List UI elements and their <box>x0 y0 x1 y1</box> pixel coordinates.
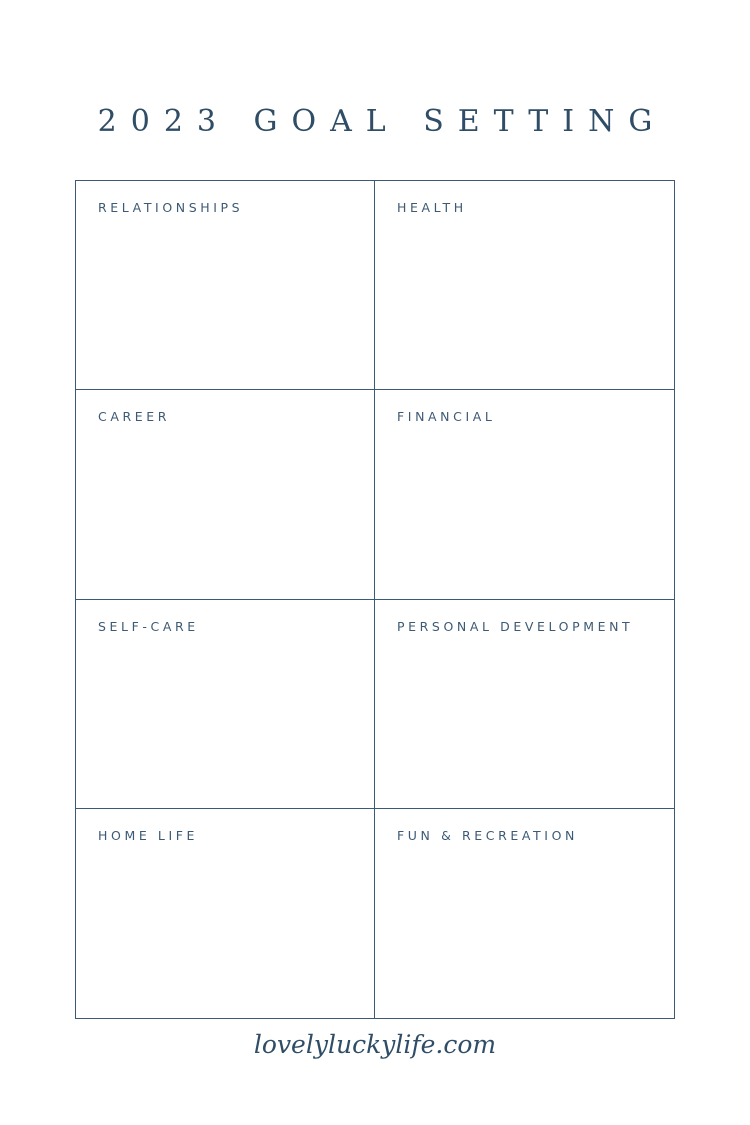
section-career <box>76 390 375 599</box>
section-self-care <box>76 600 375 809</box>
section-fun-recreation <box>375 809 674 1018</box>
section-health <box>375 181 674 390</box>
website-signature: lovelyluckylife.com <box>253 1030 497 1059</box>
section-label: HOME LIFE <box>98 827 199 843</box>
goal-grid <box>75 180 675 1019</box>
section-label: SELF-CARE <box>98 618 199 634</box>
section-label: CAREER <box>98 409 171 425</box>
section-label: RELATIONSHIPS <box>98 200 244 215</box>
section-financial <box>375 390 674 599</box>
section-label: FUN & RECREATION <box>397 827 578 843</box>
section-home-life <box>76 809 375 1018</box>
section-personal-development <box>375 600 674 809</box>
page-title: 2023 GOAL SETTING <box>97 104 667 139</box>
section-label: HEALTH <box>397 200 467 215</box>
section-label: PERSONAL DEVELOPMENT <box>397 618 634 634</box>
section-label: FINANCIAL <box>397 409 496 425</box>
section-relationships <box>76 181 375 390</box>
